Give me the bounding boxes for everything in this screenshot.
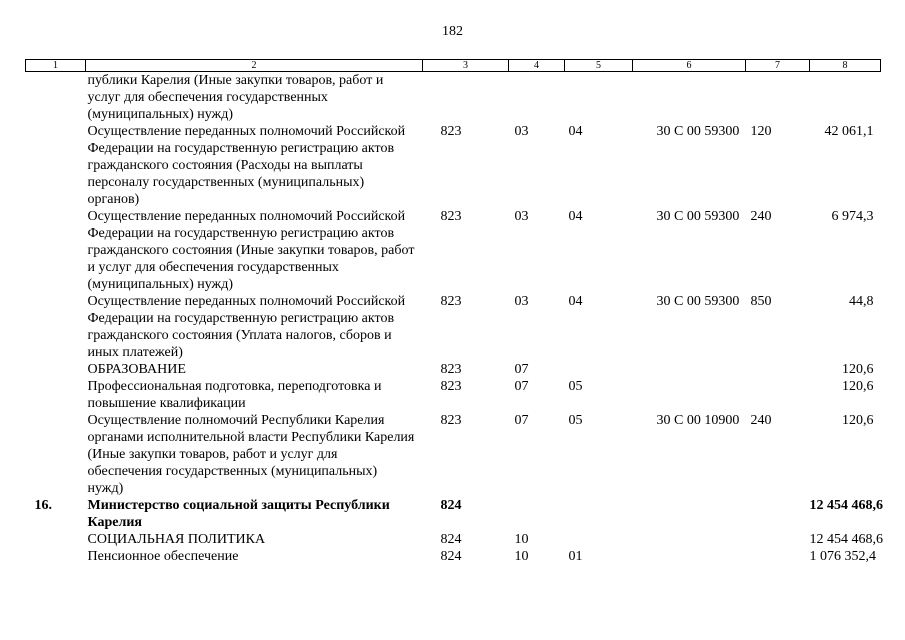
ministry-code: 823 — [440, 413, 462, 428]
item-name: Осуществление переданных полномочий Российской Федерации на государственную регистрацию актов гражданского состояния (Расходы на выплаты персоналу государственных (муниципальных) органов) — [87, 124, 406, 207]
target-article-code — [633, 72, 746, 124]
ministry-code: 824 — [440, 549, 462, 564]
subsection-code — [565, 531, 633, 548]
target-article-code: 30 С 00 59300 — [656, 209, 740, 224]
table-row — [26, 497, 881, 531]
table-row — [26, 72, 881, 124]
amount: 120,6 — [842, 413, 874, 428]
ministry-code: 823 — [440, 379, 462, 394]
ministry-code: 823 — [440, 209, 462, 224]
table-row — [26, 531, 881, 548]
amount: 6 974,3 — [831, 209, 874, 224]
section-code: 10 — [514, 532, 529, 547]
table-row — [26, 378, 881, 412]
section-code — [509, 497, 565, 531]
item-name: Министерство социальной защиты Республики Карелия — [87, 498, 390, 530]
column-header: 4 — [509, 60, 565, 72]
row-number — [26, 208, 86, 293]
ministry-code: 823 — [440, 294, 462, 309]
subsection-code: 04 — [568, 209, 583, 224]
row-number — [26, 293, 86, 361]
budget-table — [25, 59, 881, 565]
amount: 12 454 468,6 — [809, 532, 883, 547]
table-row — [26, 361, 881, 378]
subsection-code: 05 — [568, 379, 583, 394]
target-article-code — [633, 548, 746, 565]
header-row — [26, 60, 881, 72]
item-name: Пенсионное обеспечение — [87, 549, 239, 564]
amount: 1 076 352,4 — [809, 549, 876, 564]
item-name: Профессиональная подготовка, переподготовка и повышение квалификации — [87, 379, 382, 411]
target-article-code — [633, 361, 746, 378]
expense-type-code — [746, 72, 810, 124]
expense-type-code — [746, 531, 810, 548]
row-number — [26, 548, 86, 565]
subsection-code: 05 — [568, 413, 583, 428]
table-row — [26, 412, 881, 497]
item-name: СОЦИАЛЬНАЯ ПОЛИТИКА — [87, 532, 266, 547]
subsection-code — [565, 497, 633, 531]
subsection-code: 01 — [568, 549, 583, 564]
page-number: 182 — [442, 24, 463, 39]
expense-type-code — [746, 548, 810, 565]
item-name: Осуществление полномочий Республики Карелия органами исполнительной власти Республики Карелия (Иные закупки товаров, работ и услуг для обеспечения государственных (муниципальных) нужд) — [87, 413, 415, 496]
section-code: 10 — [514, 549, 529, 564]
column-header: 2 — [86, 60, 423, 72]
subsection-code — [565, 361, 633, 378]
expense-type-code — [746, 378, 810, 412]
item-name: Осуществление переданных полномочий Российской Федерации на государственную регистрацию актов гражданского состояния (Иные закупки товаров, работ и услуг для обеспечения государственных (муниципальных) нужд) — [87, 209, 415, 292]
section-code: 03 — [514, 294, 529, 309]
column-header: 5 — [565, 60, 633, 72]
column-header: 3 — [423, 60, 509, 72]
ministry-code — [423, 72, 509, 124]
target-article-code: 30 С 00 59300 — [656, 124, 740, 139]
section-code: 07 — [514, 362, 529, 377]
row-number: 16. — [34, 498, 52, 513]
expense-type-code — [746, 361, 810, 378]
item-name: Осуществление переданных полномочий Российской Федерации на государственную регистрацию актов гражданского состояния (Уплата налогов, сборов и иных платежей) — [87, 294, 406, 360]
column-header: 7 — [746, 60, 810, 72]
target-article-code — [633, 378, 746, 412]
section-code — [509, 72, 565, 124]
target-article-code: 30 С 00 10900 — [656, 413, 740, 428]
subsection-code: 04 — [568, 294, 583, 309]
row-number — [26, 531, 86, 548]
amount: 44,8 — [849, 294, 874, 309]
ministry-code: 823 — [440, 124, 462, 139]
target-article-code — [633, 531, 746, 548]
item-name: публики Карелия (Иные закупки товаров, работ и услуг для обеспечения государственных (муниципальных) нужд) — [87, 73, 384, 122]
amount: 120,6 — [842, 379, 874, 394]
expense-type-code: 850 — [750, 294, 772, 309]
subsection-code — [565, 72, 633, 124]
amount: 120,6 — [842, 362, 874, 377]
row-number — [26, 72, 86, 124]
subsection-code: 04 — [568, 124, 583, 139]
target-article-code: 30 С 00 59300 — [656, 294, 740, 309]
ministry-code: 824 — [440, 532, 462, 547]
expense-type-code: 240 — [750, 413, 772, 428]
target-article-code — [633, 497, 746, 531]
amount: 42 061,1 — [824, 124, 874, 139]
table-row — [26, 123, 881, 208]
table-row — [26, 548, 881, 565]
section-code: 07 — [514, 413, 529, 428]
column-header: 6 — [633, 60, 746, 72]
expense-type-code — [746, 497, 810, 531]
ministry-code: 823 — [440, 362, 462, 377]
section-code: 07 — [514, 379, 529, 394]
table-row — [26, 208, 881, 293]
amount: 12 454 468,6 — [809, 498, 883, 513]
row-number — [26, 361, 86, 378]
column-header: 1 — [26, 60, 86, 72]
expense-type-code: 120 — [750, 124, 772, 139]
row-number — [26, 123, 86, 208]
item-name: ОБРАЗОВАНИЕ — [87, 362, 186, 377]
amount — [810, 72, 881, 124]
table-row — [26, 293, 881, 361]
section-code: 03 — [514, 124, 529, 139]
column-header: 8 — [810, 60, 881, 72]
section-code: 03 — [514, 209, 529, 224]
row-number — [26, 378, 86, 412]
expense-type-code: 240 — [750, 209, 772, 224]
ministry-code: 824 — [440, 498, 462, 513]
row-number — [26, 412, 86, 497]
